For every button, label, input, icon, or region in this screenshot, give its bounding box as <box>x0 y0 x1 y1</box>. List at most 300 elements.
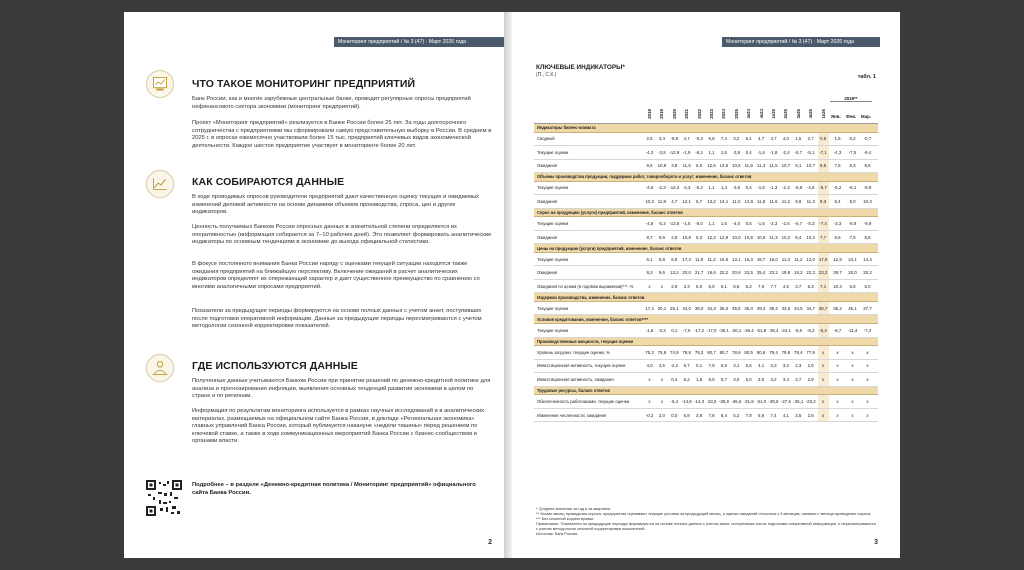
table-cell: -5,1 <box>806 149 815 155</box>
table-cell: -8,7 <box>833 327 842 333</box>
table-cell: x <box>866 412 869 418</box>
table-cell: 8,7 <box>646 234 653 240</box>
table-cell: 1,5 <box>795 136 802 142</box>
table-cell: 80,8 <box>756 349 766 355</box>
table-cell: 25,4 <box>756 270 766 276</box>
table-cell: 4,7 <box>683 136 690 142</box>
table-cell: 0,1 <box>696 363 703 369</box>
table-cell: -2,3 <box>769 221 778 227</box>
section-title-what: ЧТО ТАКОЕ МОНИТОРИНГ ПРЕДПРИЯТИЙ <box>192 78 416 90</box>
table-cell: 11,0 <box>732 198 741 204</box>
table-cell: 7,7 <box>770 283 777 289</box>
table-section-row <box>534 387 878 396</box>
table-cell: -20,1 <box>731 327 742 333</box>
row-label: Изменение численности, ожидания <box>537 412 607 418</box>
footnote: Примечание. Показатели за предыдущие периоды формируются на основе полных данных с учетом анкет, поступивших после подготовки оперативной информации, и пересматриваются с учетом методологии сезонной корректировки показателей. <box>536 521 876 531</box>
qr-code[interactable] <box>146 480 182 516</box>
table-cell: x <box>836 376 839 382</box>
paragraph: В фокусе постоянного внимания Банка России наряду с оценками текущей ситуации находятся также ожидания предприятий на ближайшую перспективу. Включение ожиданий в расчет аналитических индикаторов определяет их опережающий характер и дает существенное преимущество по сравнению со многими аналогичными опросами предприятий. <box>192 261 480 290</box>
table-row <box>534 360 878 374</box>
table-cell: 7,9 <box>708 363 715 369</box>
column-header: 2020 <box>671 109 677 119</box>
table-cell: 1,8 <box>696 376 703 382</box>
table-cell: 45,1 <box>848 305 857 311</box>
table-cell: 22,5 <box>744 270 753 276</box>
table-cell: 4,1 <box>758 363 765 369</box>
table-cell: 5,5 <box>733 283 740 289</box>
table-cell: x <box>836 349 839 355</box>
table-cell: 12,0 <box>806 256 815 262</box>
table-cell: -0,7 <box>863 136 872 142</box>
table-cell: 4,5 <box>782 283 789 289</box>
table-cell: 2,7 <box>807 136 814 142</box>
table-cell: 6,6 <box>758 412 765 418</box>
table-cell: 79,4 <box>769 349 778 355</box>
page-header: Мониторинг предприятий / № 3 (47) · Март 2026 года <box>722 37 880 47</box>
table-cell: -12,2 <box>669 185 680 191</box>
table-cell: 75,8 <box>657 349 667 355</box>
table-cell: 23,3 <box>818 270 828 276</box>
table-cell: 39,7 <box>818 305 828 311</box>
table-row <box>534 217 878 231</box>
table-cell: 25,1 <box>670 305 679 311</box>
table-cell: 11,8 <box>657 198 666 204</box>
table-cell: 8,4 <box>795 234 802 240</box>
column-header: 4к24 <box>758 109 764 119</box>
book-spine <box>504 12 512 558</box>
table-cell: x <box>866 363 869 369</box>
table-cell: -5,8 <box>794 185 803 191</box>
table-cell: -3,3 <box>658 327 666 333</box>
table-cell: 5,0 <box>864 283 871 289</box>
table-cell: 1,5 <box>834 136 841 142</box>
table-cell: x <box>851 399 854 404</box>
table-row <box>534 253 878 267</box>
table-cell: 5,6 <box>745 363 752 369</box>
table-cell: 80,7 <box>719 349 729 355</box>
table-cell: 11,5 <box>769 163 778 169</box>
table-cell: x <box>851 376 854 382</box>
table-header <box>534 84 878 124</box>
table-cell: 3,1 <box>733 363 740 369</box>
table-cell: 9,3 <box>820 198 827 204</box>
row-label: Текущие оценки <box>537 185 569 191</box>
table-cell: 7,5 <box>834 163 841 169</box>
table-cell: x <box>866 376 869 382</box>
table-cell: 11,3 <box>756 163 766 169</box>
table-cell: 11,9 <box>694 256 704 262</box>
table-cell: -6,7 <box>794 221 803 227</box>
table-cell: -4,6 <box>806 185 815 191</box>
table-cell: 22,2 <box>719 270 729 276</box>
table-cell: x <box>821 376 825 382</box>
table-row <box>534 280 878 294</box>
table-cell: 17,4 <box>645 305 654 311</box>
table-cell: 5,2 <box>745 283 752 289</box>
table-cell: -0,3 <box>695 136 703 142</box>
table-cell: 1,1 <box>708 185 715 191</box>
table-cell: 6,8 <box>708 136 715 142</box>
table-cell: 16,3 <box>744 256 753 262</box>
table-cell: x <box>648 376 651 382</box>
table-cell: -8,8 <box>670 136 679 142</box>
table-cell: 7,4 <box>770 412 777 418</box>
table-cell: 11,5 <box>682 163 691 169</box>
table-cell: 6,0 <box>696 163 703 169</box>
table-cell: 6,6 <box>834 234 841 240</box>
row-label: Ожидания <box>537 198 558 204</box>
table-cell: 78,8 <box>781 349 791 355</box>
table-cell: 80,5 <box>744 349 753 355</box>
table-cell: 10,4 <box>833 283 842 289</box>
table-cell: x <box>648 399 651 404</box>
table-cell: 18,8 <box>781 270 791 276</box>
table-cell: 19,7 <box>756 256 766 262</box>
table-cell: -1,6 <box>645 327 654 333</box>
right-page <box>512 12 900 558</box>
table-cell: -7,4 <box>819 221 827 227</box>
paragraph: Показатели за предыдущие периоды формируются на основе полных данных с учетом анкет, поступивших после подготовки оперативной информации. Данные за предыдущие периоды пересматриваются с учетом методологии сезонной корректировки показателей. <box>192 308 482 330</box>
table-cell: 75,3 <box>645 349 654 355</box>
table-cell: 10,2 <box>781 234 791 240</box>
table-row <box>534 346 878 360</box>
table-cell: -30,5 <box>768 399 779 404</box>
table-cell: -9,9 <box>863 221 872 227</box>
table-cell: 79,3 <box>694 349 704 355</box>
table-cell: 39,2 <box>769 305 778 311</box>
table-cell: 5,8 <box>849 283 856 289</box>
table-row <box>534 160 878 174</box>
paragraph: Ценность получаемых Банком России опросных данных в значительной степени определяется их оперативностью (информация собирается за 7–10 рабочих дней). Это позволяет формировать аналитические индикаторы по основным тенденциям в экономике до выхода официальной статистики. <box>192 224 492 246</box>
table-cell: -31,9 <box>743 399 754 404</box>
table-cell: -1,6 <box>757 221 765 227</box>
table-cell: 7,8 <box>745 412 752 418</box>
table-cell: -3,8 <box>658 149 666 155</box>
table-cell: -13,6 <box>669 221 680 227</box>
table-cell: 1,5 <box>720 149 727 155</box>
table-cell: 20,2 <box>863 270 872 276</box>
year-2026-header: 2026** <box>830 96 872 102</box>
table-cell: 8,4 <box>834 198 841 204</box>
table-cell: 0,1 <box>671 327 678 333</box>
column-header: 2019 <box>659 109 665 119</box>
table-cell: 3,7 <box>795 376 802 382</box>
paragraph: Проект «Мониторинг предприятий» реализуется в Банке России более 25 лет. За годы долгосрочного сотрудничества с предприятиями мы сформировали самую представительную выборку в России. В среднем в 2025 г. в опросах ежемесячно участвовали более 15 тыс. предприятий ключевых видов экономической деятельности. Каждое шестое предприятие участвует в мониторинге более 20 лет. <box>192 120 492 149</box>
table-cell: -2,3 <box>682 185 691 191</box>
table-cell: 4,7 <box>671 198 678 204</box>
table-cell: -12,9 <box>669 149 680 155</box>
table-cell: 10,8 <box>682 234 691 240</box>
footnote: * Среднее значение за год и за кварталы. <box>536 506 612 511</box>
table-cell: 10,9 <box>657 163 667 169</box>
table-cell: x <box>851 363 854 369</box>
table-cell: -7,5 <box>682 327 691 333</box>
table-cell: 78,6 <box>732 349 741 355</box>
table-cell: 5,2 <box>733 412 740 418</box>
paragraph: Информация по результатам мониторинга используется в рамках научных исследований и в аналитических материалах, размещаемых на официальном сайте Банка России, в докладе «Региональная экономика» главных управлений Банка России, который публикуется накануне «недели тишины» перед решением по ключевой ставке, а также в ходе коммуникационных мероприятий Банка России с бизнес-сообществом и органами власти. <box>192 408 485 445</box>
table-cell: 78,4 <box>794 349 803 355</box>
table-cell: 8,3 <box>849 163 856 169</box>
table-cell: -5,7 <box>794 149 803 155</box>
table-cell: 3,3 <box>770 363 777 369</box>
table-cell: 6,3 <box>807 283 814 289</box>
table-cell: 3,0 <box>758 376 765 382</box>
table-cell: 11,3 <box>806 198 815 204</box>
table-cell: -7,1 <box>819 149 827 155</box>
table-section-row <box>534 209 878 218</box>
table-cell: 10,9 <box>744 234 753 240</box>
table-cell: x <box>821 363 825 369</box>
table-cell: 20,0 <box>848 270 857 276</box>
table-number: табл. 1 <box>857 74 876 80</box>
table-cell: 16,6 <box>719 256 729 262</box>
table-cell: -3,6 <box>732 185 741 191</box>
paragraph: Полученные данные учитываются Банком России при принятии решений по денежно-кредитной политике для анализа и прогнозирования инфляции, выявления основных тенденций развития экономики в целом по стране и по регионам. <box>192 378 491 400</box>
column-header: 2021 <box>684 109 690 119</box>
table-cell: 34,5 <box>794 305 803 311</box>
table-cell: -6,0 <box>695 221 703 227</box>
table-cell: 4,0 <box>782 136 789 142</box>
table-cell: -5,3 <box>658 221 666 227</box>
table-cell: 18,2 <box>794 270 803 276</box>
table-cell: -6,1 <box>695 149 703 155</box>
column-header: 4к25 <box>808 109 814 119</box>
table-cell: 4,1 <box>782 412 789 418</box>
table-cell: -4,0 <box>732 221 741 227</box>
table-cell: -7,2 <box>863 327 872 333</box>
table-cell: 1,1 <box>708 149 715 155</box>
table-cell: 20,0 <box>682 270 691 276</box>
table-cell: 3,3 <box>782 376 789 382</box>
table-cell: -2,2 <box>670 363 679 369</box>
handshake-icon <box>146 354 174 382</box>
table-cell: -11,4 <box>847 327 858 333</box>
month-header: Фев. <box>846 114 857 119</box>
paragraph: Банк России, как и многие зарубежные центральные банки, проводит регулярные опросы предприятий нефинансового сектора экономики (мониторинг предприятий). <box>192 96 471 110</box>
table-cell: 6,9 <box>671 256 678 262</box>
table-cell: -30,8 <box>718 399 729 404</box>
table-notes <box>536 506 876 536</box>
table-cell: 4,0 <box>646 363 653 369</box>
table-cell: 3,2 <box>770 376 777 382</box>
table-cell: 12,8 <box>744 198 753 204</box>
table-cell: 9,0 <box>849 198 856 204</box>
table-cell: 10,2 <box>806 234 815 240</box>
row-label: Трудовые ресурсы, баланс ответов <box>537 387 610 393</box>
table-cell: -9,4 <box>863 149 872 155</box>
column-header: 1к26 <box>820 109 826 119</box>
page-number: 2 <box>488 539 492 546</box>
section-title-how: КАК СОБИРАЮТСЯ ДАННЫЕ <box>192 176 345 188</box>
table-cell: 6,7 <box>696 198 703 204</box>
table-cell: 8,4 <box>720 412 727 418</box>
table-cell: -39,4 <box>768 327 779 333</box>
table-cell: -35,1 <box>718 327 729 333</box>
table-cell: x <box>821 399 825 404</box>
table-cell: 39,4 <box>756 305 766 311</box>
table-cell: -2,6 <box>782 221 790 227</box>
table-cell: 6,1 <box>720 283 727 289</box>
table-cell: 11,3 <box>707 256 716 262</box>
table-cell: 80,7 <box>707 349 716 355</box>
table-cell: 2,9 <box>671 283 678 289</box>
table-cell: 7,4 <box>720 136 727 142</box>
table-cell: 7,9 <box>758 283 765 289</box>
column-header: 3к25 <box>795 109 801 119</box>
column-header: 2022 <box>696 109 702 119</box>
table-cell: 2,8 <box>807 412 814 418</box>
table-cell: -6,4 <box>670 399 679 404</box>
table-cell: 34,7 <box>806 305 815 311</box>
table-cell: 13,1 <box>732 256 741 262</box>
table-cell: 9,3 <box>646 270 653 276</box>
table-cell: -14,8 <box>681 399 692 404</box>
table-cell: x <box>851 349 854 355</box>
monitoring-icon <box>146 70 174 98</box>
table-cell: 11,2 <box>781 198 790 204</box>
footnote: Источник: Банк России. <box>536 531 579 536</box>
row-label: Текущие оценки <box>537 305 569 311</box>
table-section-row <box>534 338 878 347</box>
table-cell: 10,5 <box>732 163 741 169</box>
table-row <box>534 395 878 409</box>
table-cell: -2,3 <box>658 185 666 191</box>
table-cell: 0,2 <box>849 136 856 142</box>
table-cell: 8,5 <box>820 163 827 169</box>
table-cell: 11,2 <box>794 256 803 262</box>
table-cell: 33,6 <box>781 305 791 311</box>
table-cell: 6,7 <box>683 363 690 369</box>
table-cell: -1,9 <box>682 149 691 155</box>
table-cell: 39,0 <box>694 305 704 311</box>
table-cell: -26,6 <box>731 399 742 404</box>
table-cell: 14,1 <box>719 198 729 204</box>
table-cell: -7,5 <box>848 149 857 155</box>
table-cell: 12,9 <box>833 256 842 262</box>
table-cell: 24,1 <box>848 256 857 262</box>
column-header: 1к25 <box>771 109 776 119</box>
table-cell: 10,0 <box>732 234 741 240</box>
table-cell: 3,8 <box>671 163 678 169</box>
table-cell: -27,5 <box>780 399 791 404</box>
table-cell: 7,7 <box>820 234 827 240</box>
table-cell: 6,0 <box>708 376 715 382</box>
table-cell: 9,1 <box>795 163 802 169</box>
table-cell: 12,6 <box>707 163 716 169</box>
table-cell: 4,7 <box>758 136 765 142</box>
row-label: Текущие оценки <box>537 149 569 155</box>
table-subtitle: (П., С.К.) <box>536 72 557 78</box>
table-cell: 2,6 <box>807 363 814 369</box>
column-header: 3к24 <box>746 109 752 119</box>
table-cell: 13,5 <box>719 163 729 169</box>
table-cell: 3,2 <box>782 363 789 369</box>
table-cell: 0,4 <box>671 376 678 382</box>
table-cell: 10,9 <box>756 234 766 240</box>
table-row <box>534 266 878 280</box>
footnote: *** Без сезонной корректировки. <box>536 516 595 521</box>
table-cell: 7,8 <box>708 412 715 418</box>
table-section-row <box>534 124 878 133</box>
table-cell: 12,9 <box>719 234 729 240</box>
table-cell: 5,3 <box>696 234 703 240</box>
row-label: Текущие оценки <box>537 256 569 262</box>
table-cell: x <box>866 349 869 355</box>
table-cell: 35,0 <box>744 305 753 311</box>
table-section-row <box>534 173 878 182</box>
month-header: Мар. <box>861 114 872 119</box>
table-cell: 6,6 <box>720 363 727 369</box>
table-cell: -4,8 <box>645 221 654 227</box>
table-cell: 23,2 <box>769 270 778 276</box>
table-cell: 20,6 <box>732 270 741 276</box>
table-cell: 11,3 <box>781 256 790 262</box>
table-cell: -17,0 <box>706 327 717 333</box>
table-cell: -24,1 <box>780 327 791 333</box>
row-label: Объемы производства продукции, поддержки работ, товарооборота и услуг; изменение, баланс ответов <box>537 174 752 180</box>
table-cell: x <box>836 412 839 418</box>
table-body <box>534 124 878 422</box>
row-label: Производственные мощности, текущие оценки <box>537 338 634 344</box>
table-cell: 9,8 <box>795 198 802 204</box>
table-cell: 12,1 <box>682 198 691 204</box>
key-indicators-table <box>534 84 878 422</box>
table-cell: 17,4 <box>682 256 691 262</box>
table-row <box>534 409 878 423</box>
table-cell: 9,5 <box>646 163 653 169</box>
table-cell: -4,3 <box>833 149 842 155</box>
table-cell: x <box>648 283 651 289</box>
table-cell: 6,8 <box>683 412 690 418</box>
table-cell: 11,8 <box>756 198 766 204</box>
table-cell: -8,6 <box>794 327 803 333</box>
table-cell: -8,9 <box>848 221 857 227</box>
row-label: Текущие оценки <box>537 327 569 333</box>
table-cell: x <box>821 412 825 418</box>
table-row <box>534 302 878 316</box>
table-cell: -6,1 <box>848 185 857 191</box>
chart-icon <box>146 170 174 198</box>
row-label: Ожидания <box>537 270 558 276</box>
table-cell: 4,7 <box>770 136 777 142</box>
table-cell: 11,6 <box>769 198 778 204</box>
table-cell: 7,5 <box>849 234 856 240</box>
more-info-note: Подробнее – в разделе «Денежно-кредитная политика / Мониторинг предприятий» официального сайта Банка России. <box>192 482 476 496</box>
table-cell: 13,2 <box>707 198 716 204</box>
table-row <box>534 231 878 245</box>
table-cell: -1,6 <box>757 185 765 191</box>
table-cell: 3,0 <box>733 376 740 382</box>
column-header: 2018 <box>647 109 652 119</box>
table-cell: 9,9 <box>658 234 665 240</box>
row-label: Ожидания <box>537 234 558 240</box>
table-cell: 1,4 <box>720 185 727 191</box>
table-cell: 6,2 <box>683 376 690 382</box>
table-cell: 21,7 <box>694 270 704 276</box>
table-cell: -4,2 <box>645 149 654 155</box>
table-cell: -14,3 <box>694 399 705 404</box>
table-cell: x <box>836 363 839 369</box>
table-cell: -23,2 <box>805 399 816 404</box>
table-cell: -2,4 <box>782 149 790 155</box>
table-cell: x <box>851 412 854 418</box>
page-header: Мониторинг предприятий / № 3 (47) · Март 2026 года <box>334 37 504 47</box>
table-cell: -3,6 <box>645 185 654 191</box>
row-label: Инвестиционная активность, ожидания <box>537 376 614 382</box>
row-label: Обеспеченность работниками, текущие оценки <box>537 399 629 404</box>
table-cell: 5,0 <box>708 283 715 289</box>
table-cell: 37,7 <box>863 305 872 311</box>
